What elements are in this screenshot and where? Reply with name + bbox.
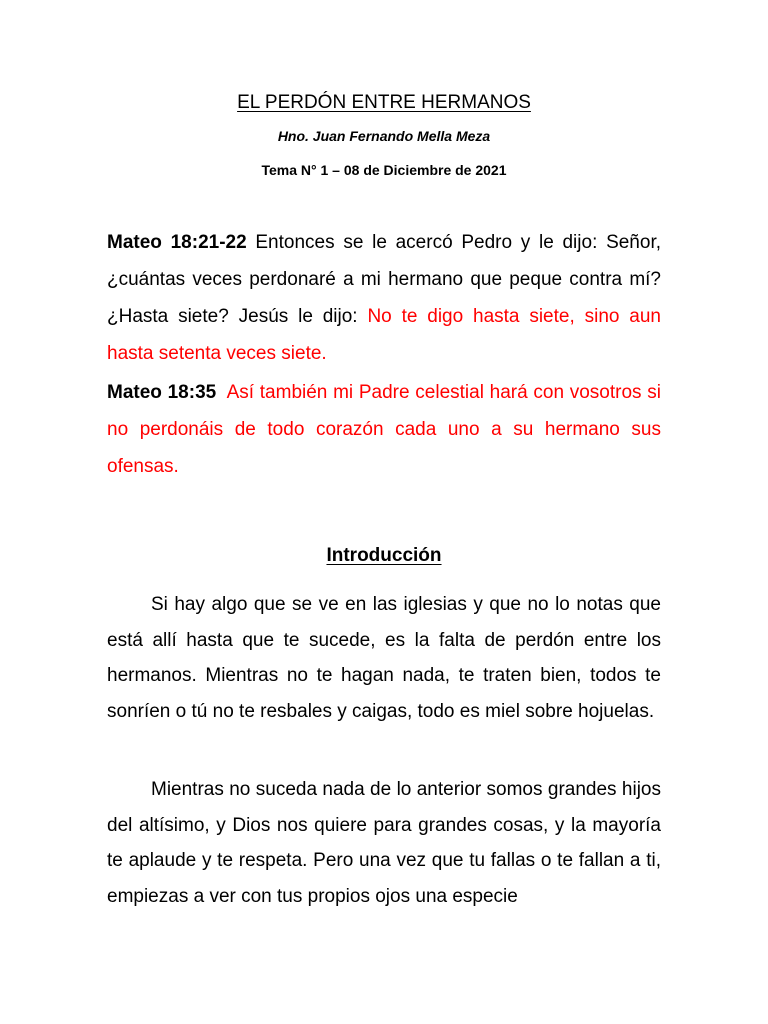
verse-text: Entonces se le acercó Pedro y le dijo: Señor, ¿cuántas veces perdonaré a mi hermano que peque contra mí? ¿Hasta siete? Jesús le dijo: — [107, 232, 661, 327]
verse-reference: Mateo 18:21-22 — [107, 232, 247, 253]
section-heading: Introducción — [326, 545, 442, 566]
body-paragraph: Si hay algo que se ve en las iglesias y que no lo notas que está allí hasta que te sucede, es la falta de perdón entre los hermanos. Mientras no te hagan nada, te traten bien, todos te sonríen o tú no te resbales y caigas, todo es miel sobre hojuelas. — [107, 594, 661, 722]
verse-block-1 — [107, 224, 661, 372]
verse-block-2 — [107, 374, 661, 485]
document-author: Hno. Juan Fernando Mella Meza — [277, 128, 491, 144]
verse-quote-highlight: Así también mi Padre celestial hará con vosotros si no perdonáis de todo corazón cada uno a su hermano sus ofensas. — [107, 382, 661, 477]
verse-text — [216, 382, 226, 403]
document-topic-date: Tema N° 1 – 08 de Diciembre de 2021 — [261, 162, 507, 178]
document-title: EL PERDÓN ENTRE HERMANOS — [237, 92, 531, 113]
body-paragraph: Mientras no suceda nada de lo anterior somos grandes hijos del altísimo, y Dios nos quiere para grandes cosas, y la mayoría te aplaude y te respeta. Pero una vez que tu fallas o te fallan a ti, empiezas a ver con tus propios ojos una especie — [107, 779, 661, 907]
verse-reference: Mateo 18:35 — [107, 382, 217, 403]
verse-quote-highlight: No te digo hasta siete, sino aun hasta setenta veces siete. — [107, 306, 661, 364]
